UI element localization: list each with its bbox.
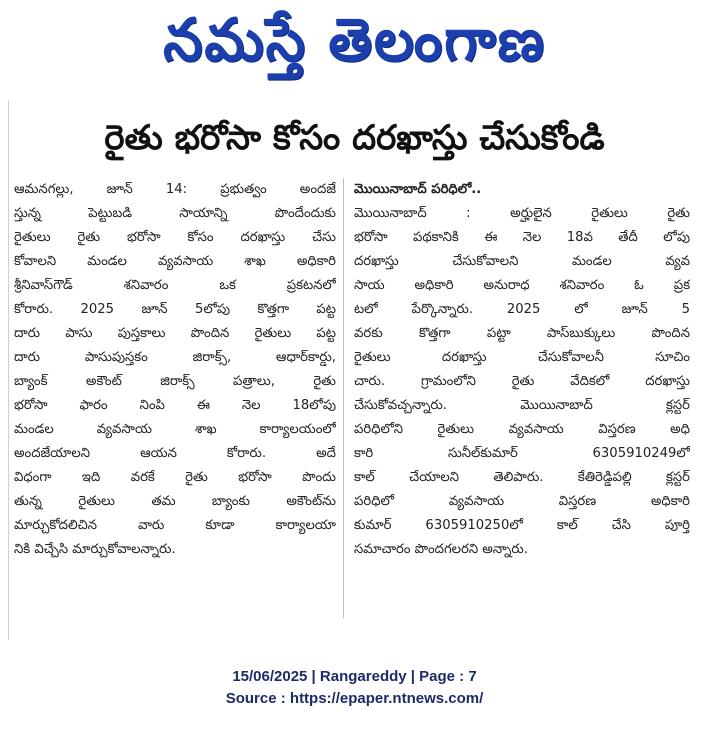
- article-subheading: మొయినాబాద్ పరిధిలో..: [354, 182, 482, 197]
- article-line: పరిధిలో వ్యవసాయ విస్తరణ అధికారి: [354, 494, 690, 509]
- article-right-column: [354, 178, 690, 562]
- article-left-column: [14, 178, 336, 562]
- article-line: శ్రీనివాస్‌గౌడ్ శనివారం ఒక ప్రకటనలో: [14, 278, 336, 293]
- footer-source-link: Source : https://epaper.ntnews.com/: [225, 690, 484, 707]
- article-line: వరకు కొత్తగా పట్టా పాస్‌బుక్కులు పొందిన: [354, 326, 690, 341]
- column-divider: [343, 178, 344, 618]
- article-line: ఆమనగల్లు, జూన్ 14: ప్రభుత్వం అందజే: [14, 182, 336, 197]
- article-line: భరోసా ఫారం నింపి ఈ నెల 18లోపు: [14, 398, 336, 413]
- newspaper-logo: నమస్తే తెలంగాణ: [163, 6, 546, 75]
- article-line: కోరారు. 2025 జూన్ 5లోపు కొత్తగా పట్ట: [14, 302, 336, 317]
- article-line: రైతులు దరఖాస్తు చేసుకోవాలనీ సూచిం: [354, 350, 690, 365]
- article-line: సాయ అధికారి అనురాధ శనివారం ఓ ప్రక: [354, 278, 690, 293]
- article-line: రైతులు రైతు భరోసా కోసం దరఖాస్తు చేసు: [14, 230, 336, 245]
- article-line: దారు పాసు పుస్తకాలు పొందిన రైతులు పట్ట: [14, 326, 336, 341]
- clipping-left-border: [8, 100, 9, 640]
- article-line: కుమార్ 6305910250లో కాల్ చేసి పూర్తి: [354, 518, 690, 533]
- article-line: పరిధిలోని రైతులు వ్యవసాయ విస్తరణ అధి: [354, 422, 690, 437]
- article-headline: రైతు భరోసా కోసం దరఖాస్తు చేసుకోండి: [104, 118, 605, 158]
- article-line: కాల్ చేయాలని తెలిపారు. కేతిరెడ్డిపల్లి క్లస్టర్: [354, 470, 690, 485]
- article-line: స్తున్న పెట్టుబడి సాయాన్ని పొందేందుకు: [14, 206, 336, 221]
- footer-date-page: 15/06/2025 | Rangareddy | Page : 7: [232, 668, 477, 685]
- newspaper-masthead: [0, 0, 709, 92]
- article-line: భరోసా పథకానికి ఈ నెల 18వ తేదీ లోపు: [354, 230, 690, 245]
- article-line: దారు పాసుపుస్తకం జిరాక్స్, ఆధార్‌కార్డు,: [14, 350, 336, 365]
- article-line: సమాచారం పొందగలరని అన్నారు.: [354, 542, 528, 557]
- article-line: బ్యాంక్ అకౌంట్ జిరాక్స్ పత్రాలు, రైతు: [14, 374, 336, 389]
- article-line: కారి సునీల్‌కుమార్ 6305910249లో: [354, 446, 690, 461]
- article-line: విధంగా ఇది వరకే రైతు భరోసా పొందు: [14, 470, 336, 485]
- article-line: మార్చుకోదలిచిన వారు కూడా కార్యాలయా: [14, 518, 336, 533]
- article-line: చారు. గ్రామంలోని రైతు వేదికలో దరఖాస్తు: [354, 374, 690, 389]
- article-line: దరఖాస్తు చేసుకోవాలని మండల వ్యవ: [354, 254, 690, 269]
- article-line: నికి విచ్చేసి మార్చుకోవాలన్నారు.: [14, 542, 176, 557]
- article-line: అందజేయాలని ఆయన కోరారు. అదే: [14, 446, 336, 461]
- source-footer: [0, 666, 709, 710]
- article-line: మండల వ్యవసాయ శాఖ కార్యాలయంలో: [14, 422, 336, 437]
- article-line: టలో పేర్కొన్నారు. 2025 లో జూన్ 5: [354, 302, 690, 317]
- article-line: తున్న రైతులు తమ బ్యాంకు అకౌంట్‌ను: [14, 494, 336, 509]
- article-line: కోవాలని మండల వ్యవసాయ శాఖ అధికారి: [14, 254, 336, 269]
- article-line: మొయినాబాద్ : అర్హులైన రైతులు రైతు: [354, 206, 690, 221]
- article-line: చేసుకోవచ్చన్నారు. మొయినాబాద్ క్లస్టర్: [354, 398, 690, 413]
